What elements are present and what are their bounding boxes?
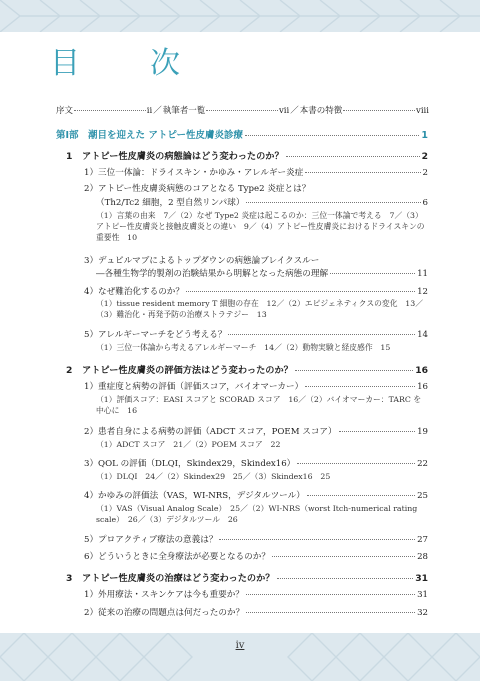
preface-item-page: vii xyxy=(278,106,290,116)
preface-item-page: ii xyxy=(146,106,153,116)
subsection-text: （1）ADCT スコア 21／（2）POEM スコア 22 xyxy=(96,440,281,449)
toc-chapter-2[interactable] xyxy=(66,362,428,376)
chapter-label: アトピー性皮膚炎の治療はどう変わったのか？ xyxy=(82,573,275,584)
section-label: 1）三位一体論：ドライスキン・かゆみ・アレルギー炎症 xyxy=(84,168,304,178)
section-label: 4）かゆみの評価法（VAS，WI-NRS，デジタルツール） xyxy=(84,491,305,501)
chapter-number: 2 xyxy=(66,365,73,376)
preface-item-label: 本書の特徴 xyxy=(299,106,343,116)
page-title: 目 次 xyxy=(50,46,200,81)
preface-item-label: 序文 xyxy=(56,106,74,116)
page-number: iv xyxy=(235,640,245,651)
section-label-line: 2）アトピー性皮膚炎病態のコアとなる Type2 炎症とは？ xyxy=(84,184,311,194)
toc-chapter-1[interactable] xyxy=(66,148,428,162)
subsection-text: （1）評価スコア：EASI スコアと SCORAD スコア 16／（2）バイオマーカー：TARC を中心に 16 xyxy=(96,395,422,415)
toc-section[interactable] xyxy=(84,489,428,501)
toc-section[interactable] xyxy=(84,166,428,178)
subsection-text: （1）VAS（Visual Analog Scale） 25／（2）WI-NRS（worst Itch-numerical rating scale） 26／（3）デジタルツール 26 xyxy=(96,504,418,524)
section-page: 28 xyxy=(417,552,428,562)
section-page: 12 xyxy=(417,287,428,297)
section-page: 32 xyxy=(417,608,428,618)
section-label-line: 3）デュピルマブによるトップダウンの病態論ブレイクスルー xyxy=(84,256,320,266)
chapter-number: 1 xyxy=(66,151,73,162)
section-label: 1）重症度と病勢の評価（評価スコア，バイオマーカー） xyxy=(84,382,304,392)
toc-section[interactable] xyxy=(84,533,428,545)
toc-section[interactable] xyxy=(84,285,428,297)
header-pattern-band xyxy=(0,0,480,32)
section-page: 22 xyxy=(417,459,428,469)
preface-item-label: 執筆者一覧 xyxy=(162,106,206,116)
toc-section[interactable] xyxy=(96,196,428,208)
toc-section[interactable] xyxy=(84,425,428,437)
section-label: ―各種生物学的製剤の治験結果から明解となった病態の理解 xyxy=(96,269,329,279)
section-page: 25 xyxy=(417,491,428,501)
preface-row: 序文 ii ／ 執筆者一覧 vii ／ 本書の特徴 viii xyxy=(56,106,429,116)
section-label: 4）なぜ難治化するのか？ xyxy=(84,287,184,297)
section-page: 2 xyxy=(422,168,428,178)
preface-item-page: viii xyxy=(416,106,429,116)
part-label: 第Ⅰ部 潮目を迎えた アトピー性皮膚炎診療 xyxy=(56,130,243,141)
section-label: 1）外用療法・スキンケアは今も重要か？ xyxy=(84,590,244,600)
section-page: 31 xyxy=(417,590,428,600)
toc-section[interactable] xyxy=(84,550,428,562)
toc-section[interactable] xyxy=(84,328,428,340)
subsection-text: （1）三位一体論から考えるアレルギーマーチ 14／（2）動物実験と経皮感作 15 xyxy=(96,343,391,352)
subsection-text: （1）tissue resident memory T 細胞の存在 12／（2）エピジェネティクスの変化 13／（3）難治化・再発予防の治療ストラテジー 13 xyxy=(96,299,424,319)
toc-section[interactable] xyxy=(84,606,428,618)
chapter-number: 3 xyxy=(66,573,73,584)
chapter-page: 31 xyxy=(415,573,428,584)
toc-section[interactable] xyxy=(84,457,428,469)
section-label: 3）QOL の評価（DLQI，Skindex29，Skindex16） xyxy=(84,459,296,469)
chapter-page: 2 xyxy=(421,151,428,162)
section-page: 14 xyxy=(417,330,428,340)
section-label: 5）アレルギーマーチをどう考える？ xyxy=(84,330,227,340)
section-label: 5）プロアクティブ療法の意義は？ xyxy=(84,535,218,545)
toc-section[interactable] xyxy=(84,588,428,600)
section-label: 2）従来の治療の問題点は何だったのか？ xyxy=(84,608,245,618)
toc-section[interactable] xyxy=(84,380,428,392)
section-label: 2）患者自身による病勢の評価（ADCT スコア，POEM スコア） xyxy=(84,427,337,437)
toc-section[interactable] xyxy=(96,267,428,279)
chapter-label: アトピー性皮膚炎の病態論はどう変わったのか？ xyxy=(82,151,284,162)
section-page: 19 xyxy=(417,427,428,437)
toc-part-1[interactable] xyxy=(56,127,428,141)
subsection-text: （1）言葉の由来 7／（2）なぜ Type2 炎症は起こるのか：三位一体論で考える 7／（3）アトピー性皮膚炎と接触皮膚炎との違い 9／（4）アトピー性皮膚炎におけるドライスキンの重要性 10 xyxy=(96,211,425,242)
chapter-label: アトピー性皮膚炎の評価方法はどう変わったのか？ xyxy=(82,365,293,376)
section-label: 6）どういうときに全身療法が必要となるのか？ xyxy=(84,552,270,562)
part-page: 1 xyxy=(421,130,428,141)
section-page: 27 xyxy=(417,535,428,545)
section-page: 16 xyxy=(417,382,428,392)
toc-chapter-3[interactable] xyxy=(66,570,428,584)
subsection-text: （1）DLQI 24／（2）Skindex29 25／（3）Skindex16 25 xyxy=(96,472,331,481)
section-label: （Th2/Tc2 細胞，2 型自然リンパ球） xyxy=(96,198,245,208)
section-page: 6 xyxy=(422,198,428,208)
chapter-page: 16 xyxy=(415,365,428,376)
section-page: 11 xyxy=(417,269,428,279)
